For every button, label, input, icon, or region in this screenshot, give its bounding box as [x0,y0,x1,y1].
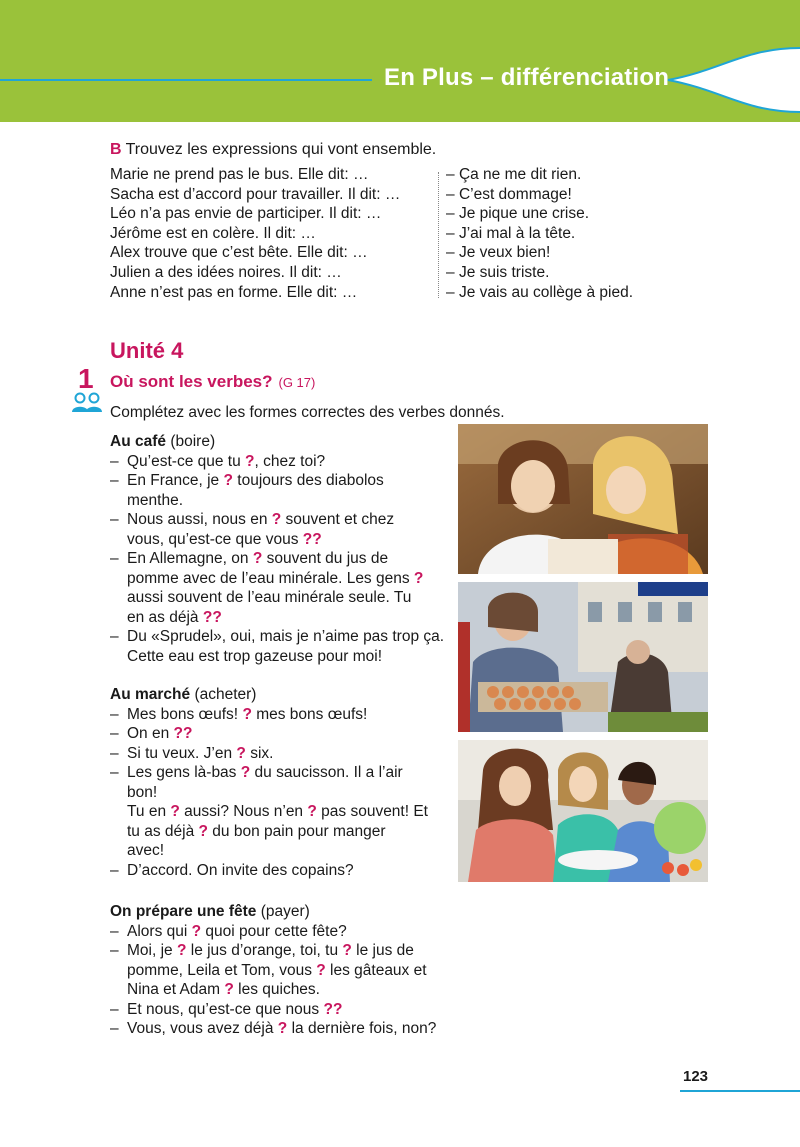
section-verb: (acheter) [194,686,257,703]
blank-placeholder[interactable]: ? [302,530,313,548]
line-text: vous, qu’est-ce que vous [127,530,303,548]
blank-placeholder[interactable]: ? [312,530,322,548]
left-item: Marie ne prend pas le bus. Elle dit: … [110,166,369,183]
line-text: Du «Sprudel», oui, mais je n’aime pas trop ça. [127,628,445,645]
blank-placeholder[interactable]: ? [236,744,246,762]
line-text: la dernière fois, non? [287,1020,437,1037]
exercise-line [110,841,455,861]
exercise-b-left-column [110,165,400,302]
line-text: le jus de [351,942,414,959]
exercise-title: Où sont les verbes? (G 17) [110,372,316,391]
exercise-line [110,724,455,744]
blank-placeholder[interactable]: ? [202,608,213,626]
line-text: Qu’est-ce que tu [127,452,246,470]
blank-placeholder[interactable]: ? [173,725,183,742]
exercise-b-instruction [110,141,436,159]
header-title: En Plus – différenciation [384,64,670,91]
page-number: 123 [683,1068,709,1085]
dash: – [110,1020,119,1037]
exercise-b-right-column [446,165,633,302]
dash: – [110,511,119,528]
dash: – [446,244,455,262]
line-text: Vous, vous avez déjà [127,1020,278,1037]
section-title: Au café [110,433,166,450]
exercise-line [110,1019,455,1039]
exercise-line [110,705,455,725]
blank-placeholder[interactable]: ? [176,942,187,959]
exercise-line [110,588,455,608]
line-text: Tu en [127,803,171,820]
line-text: tu as déjà [127,822,199,840]
line-text: Alors qui [127,922,192,940]
right-item: – Je pique une crise. [446,205,590,223]
dash: – [110,472,119,489]
blank-placeholder[interactable]: ? [271,511,282,528]
section-fete [110,902,455,1039]
dash: – [446,263,455,281]
blank-placeholder[interactable]: ? [332,1000,343,1018]
line-text: mes bons œufs! [251,705,368,723]
blank-placeholder[interactable]: ? [224,981,234,998]
line-text: bon! [127,783,158,801]
dash: – [110,705,119,723]
right-item: – J’ai mal à la tête. [446,224,576,242]
line-text: Les gens là-bas [127,764,241,781]
exercise-b-text: Trouvez les expressions qui vont ensemble. [125,141,437,158]
grammar-reference: (G 17) [278,375,316,390]
line-text: en as déjà [127,608,203,626]
blank-placeholder[interactable]: ? [212,608,222,626]
line-text: En Allemagne, on [127,550,253,567]
blank-placeholder[interactable]: ? [191,922,202,940]
section-title: Au marché [110,686,191,703]
line-text: Nous aussi, nous en [127,511,272,528]
photo-cafe-girls [458,424,708,574]
line-text: Si tu veux. J’en [127,744,237,762]
section-au-marche [110,685,455,880]
exercise-line [110,569,455,589]
exercise-number: 1 [78,363,94,394]
unit-title: Unité 4 [110,338,184,363]
line-text: pomme avec de l’eau minérale. Les gens [127,569,414,587]
line-text: D’accord. On invite des copains? [127,861,354,879]
line-text: pomme, Leila et Tom, vous [127,961,317,979]
section-heading [110,685,455,705]
header-decoration [0,0,800,122]
section-verb: (payer) [260,903,310,920]
blank-placeholder[interactable]: ? [242,705,252,723]
exercise-line [110,647,455,667]
dash: – [446,185,455,203]
exercise-line [110,922,455,942]
left-item: Léo n’a pas envie de participer. Il dit: … [110,205,382,223]
blank-placeholder[interactable]: ? [170,803,180,820]
right-item: – Je veux bien! [446,244,551,262]
line-text: Mes bons œufs! [127,705,243,723]
photo-party [458,740,708,882]
blank-placeholder[interactable]: ? [342,942,352,959]
exercise-line [110,980,455,1000]
exercise-line [110,941,455,961]
line-text: aussi? Nous n’en [179,803,308,820]
line-text: souvent du jus de [262,550,389,567]
line-text: Cette eau est trop gazeuse pour moi! [127,647,383,665]
page-number-rule [680,1090,800,1092]
dash: – [110,861,119,879]
dash: – [110,1000,119,1018]
dash: – [110,922,119,940]
line-text: les quiches. [233,981,320,998]
line-text: les gâteaux et [325,961,427,979]
pair-work-icon [70,392,104,414]
line-text: le jus d’orange, toi, tu [186,942,343,959]
blank-placeholder[interactable]: ? [245,452,255,470]
blank-placeholder[interactable]: ? [223,472,233,489]
exercise-b-letter: B [110,141,122,158]
dash: – [446,166,455,183]
line-text: En France, je [127,472,224,489]
left-item: Jérôme est en colère. Il dit: … [110,224,316,242]
exercise-line [110,802,455,822]
line-text: du bon pain pour manger [208,822,386,840]
dash: – [110,764,119,781]
line-text: Moi, je [127,942,177,959]
blank-placeholder[interactable]: ? [198,822,208,840]
exercise-line [110,1000,455,1020]
line-text: souvent et chez [281,511,395,528]
dash: – [110,550,119,567]
left-item: Alex trouve que c’est bête. Elle dit: … [110,244,368,262]
blank-placeholder[interactable]: ? [413,569,424,587]
right-item: – Je vais au collège à pied. [446,283,633,301]
exercise-line [110,471,455,491]
exercise-line [110,783,455,803]
dash: – [110,744,119,762]
exercise-line [110,530,455,550]
blank-placeholder[interactable]: ? [240,764,251,781]
exercise-line [110,608,455,628]
section-heading [110,432,455,452]
dash: – [446,205,455,223]
line-text: six. [245,744,274,762]
exercise-instruction: Complétez avec les formes correctes des verbes donnés. [110,404,505,421]
section-au-cafe [110,432,455,666]
exercise-line [110,510,455,530]
blank-placeholder[interactable]: ? [307,803,317,820]
line-text: On en [127,725,174,742]
blank-placeholder[interactable]: ? [316,961,326,979]
exercise-line [110,491,455,511]
exercise-line [110,961,455,981]
dash: – [110,942,119,959]
line-text: , chez toi? [254,452,326,470]
column-divider [438,172,439,298]
line-text: quoi pour cette fête? [201,922,347,940]
line-text: aussi souvent de l’eau minérale seule. Tu [127,589,412,606]
right-item: – Ça ne me dit rien. [446,166,582,183]
exercise-line [110,822,455,842]
exercise-line [110,763,455,783]
exercise-line [110,627,455,647]
exercise-line [110,744,455,764]
exercise-line [110,861,455,881]
photo-market [458,582,708,732]
line-text: avec! [127,842,165,859]
line-text: menthe. [127,491,184,509]
dash: – [446,224,455,242]
blank-placeholder[interactable]: ? [252,550,263,567]
dash: – [110,628,119,645]
blank-placeholder[interactable]: ? [277,1020,288,1037]
line-text: Nina et Adam [127,981,225,998]
dash: – [446,283,455,301]
line-text: du saucisson. Il a l’air [250,764,403,781]
left-item: Sacha est d’accord pour travailler. Il dit: … [110,185,401,203]
blank-placeholder[interactable]: ? [323,1000,333,1018]
line-text: Et nous, qu’est-ce que nous [127,1000,324,1018]
blank-placeholder[interactable]: ? [183,725,193,742]
exercise-line [110,549,455,569]
right-item: – C’est dommage! [446,185,572,203]
exercise-line [110,452,455,472]
section-title: On prépare une fête [110,903,257,920]
line-text: pas souvent! Et [316,803,428,820]
dash: – [110,725,119,742]
section-heading [110,902,455,922]
dash: – [110,452,119,470]
right-item: – Je suis triste. [446,263,550,281]
left-item: Anne n’est pas en forme. Elle dit: … [110,283,358,301]
left-item: Julien a des idées noires. Il dit: … [110,263,342,281]
section-verb: (boire) [170,433,216,450]
line-text: toujours des diabolos [232,472,384,489]
